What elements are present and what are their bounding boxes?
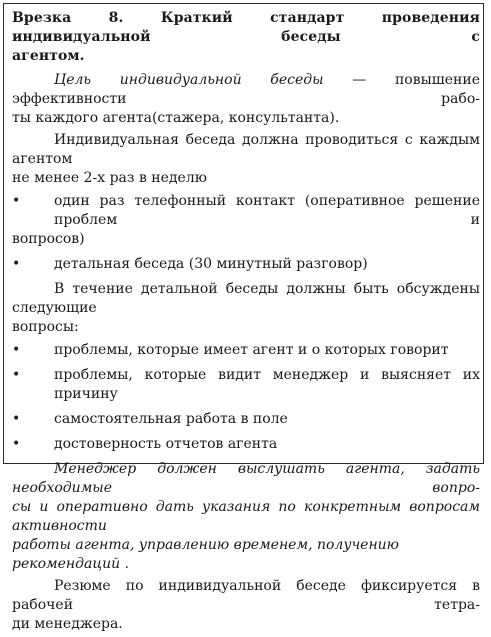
frequency-paragraph-line-1: Индивидуальная беседа должна проводиться с каждым агентом — [12, 132, 480, 167]
sidebar-box-content — [12, 9, 480, 637]
goal-definition: — повышение эффективности рабо- — [12, 72, 480, 107]
goal-term: Цель индивидуальной беседы — [54, 72, 324, 88]
topics-paragraph — [12, 280, 480, 337]
box-title — [12, 9, 480, 66]
list-item — [12, 255, 480, 274]
box-title-line-2: агентом. — [12, 48, 85, 64]
goal-paragraph — [12, 71, 480, 128]
bullet-icon: • — [12, 411, 21, 427]
list-item — [12, 366, 480, 404]
bullet-icon: • — [12, 342, 21, 358]
list-item-text: проблемы, которые имеет агент и о которых говорит — [54, 342, 449, 358]
bullet-icon: • — [12, 436, 21, 452]
list-item-text: детальная беседа (30 минутный разговор) — [54, 256, 368, 272]
manager-duty-line-1: Менеджер должен выслушать агента, задать необходимые вопро- — [12, 461, 480, 496]
list-item — [12, 435, 480, 454]
list-item-text: проблемы, которые видит менеджер и выясняет их причину — [54, 367, 480, 402]
list-item-line-1: один раз телефонный контакт (оперативное решение проблем и — [54, 193, 480, 228]
list-item-line-2: вопросов) — [12, 231, 85, 247]
frequency-paragraph-line-2: не менее 2-х раз в неделю — [12, 170, 207, 186]
frequency-paragraph — [12, 131, 480, 188]
summary-paragraph-line-2: ди менеджера. — [12, 616, 123, 632]
manager-duty-paragraph — [12, 460, 480, 574]
list-item — [12, 341, 480, 360]
list-item-text: самостоятельная работа в поле — [54, 411, 288, 427]
bullet-icon: • — [12, 256, 21, 272]
list-item-text: достоверность отчетов агента — [54, 436, 278, 452]
summary-paragraph-line-1: Резюме по индивидуальной беседе фиксируется в рабочей тетра- — [12, 578, 480, 613]
goal-paragraph-line-2: ты каждого агента(стажера, консультанта). — [12, 110, 340, 126]
topics-paragraph-line-1: В течение детальной беседы должны быть обсуждены следующие — [12, 281, 480, 316]
topics-paragraph-line-2: вопросы: — [12, 319, 79, 335]
list-item — [12, 192, 480, 249]
manager-duty-line-3: работы агента, управлению временем, получению рекомендаций . — [12, 537, 400, 572]
box-title-line-1: Врезка 8. Краткий стандарт проведения индивидуальной беседы с — [12, 10, 480, 45]
goal-paragraph-line-1 — [12, 71, 480, 109]
bullet-icon: • — [12, 367, 21, 383]
bullet-icon: • — [12, 193, 21, 209]
summary-paragraph — [12, 577, 480, 634]
list-item — [12, 410, 480, 429]
manager-duty-line-2: сы и оперативно дать указания по конкретным вопросам активности — [12, 499, 480, 534]
